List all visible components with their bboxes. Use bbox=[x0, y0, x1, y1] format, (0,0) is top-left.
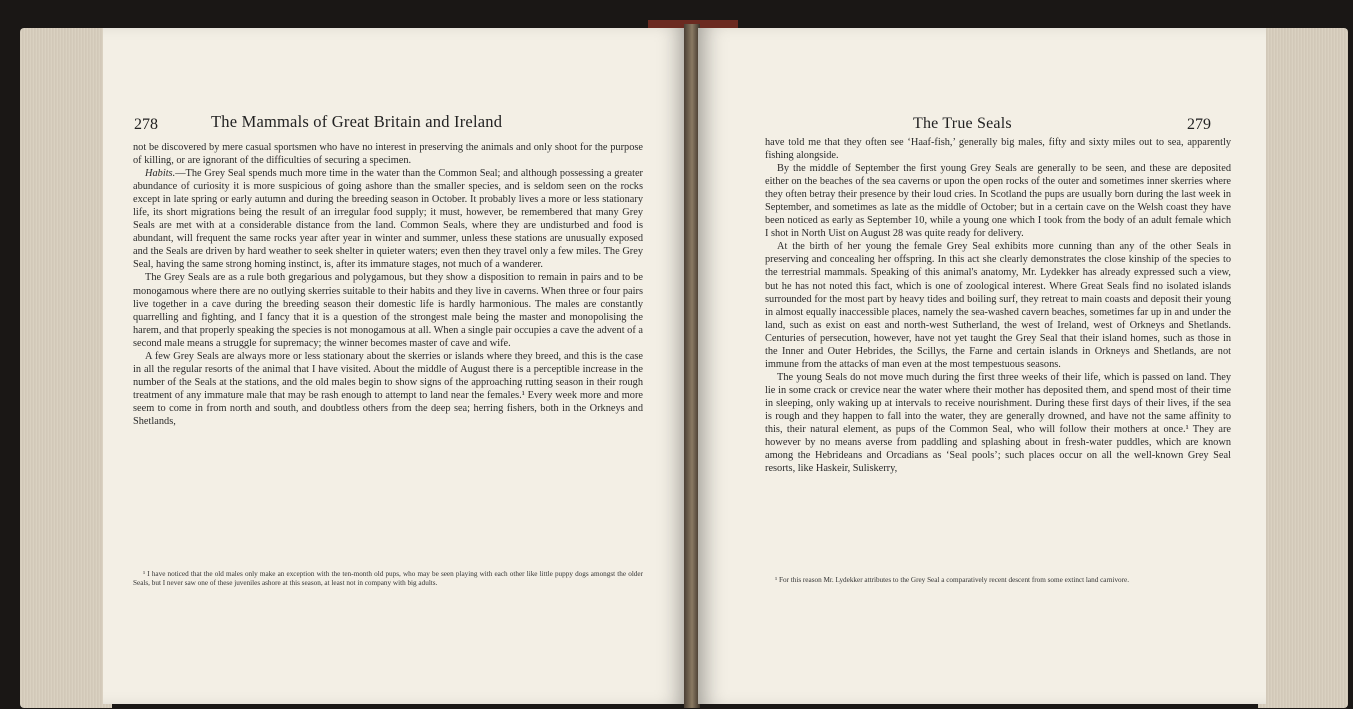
paragraph-text: —The Grey Seal spends much more time in the water than the Common Seal; and although possessing a greater abundance of curiosity it is more suspicious of going ashore than the smaller species, and is seldom seen on the rocks except in late spring or early autumn and during the breeding season in October. It probably lives a more or less stationary life, its short migrations being the result of an irregular food supply; it must, however, be remembered that many Grey Seals are met with at a considerable distance from the land. Common Seals, where they are undisturbed and food is abundant, will frequent the same rocks year after year in winter and summer, unless these stations are unusually exposed and the Seals are driven by hard weather to seek shelter in quieter waters; even then they travel only a few miles. The Grey Seal, having the same strong homing instinct, is, after its immature stages, not much of a wanderer. bbox=[133, 168, 643, 271]
paragraph: By the middle of September the first young Grey Seals are generally to be seen, and these are deposited either on the beaches of the sea caverns or upon the open rocks of the outer and sometimes inner skerries where they often betray their presence by their loud cries. In Scotland the pups are usually born during the last week in September, and sometimes as late as the middle of October; but in a certain cave on the Welsh coast they have been noticed as early as September 10, while a young one which I took from the body of an adult female which I shot in North Uist on August 28 was quite ready for delivery. bbox=[765, 163, 1231, 240]
left-page-body bbox=[133, 141, 643, 428]
right-page-footnote bbox=[765, 576, 1231, 585]
habits-label: Habits. bbox=[145, 168, 176, 180]
footnote: ¹ I have noticed that the old males only make an exception with the ten-month old pups, who may be seen playing with each other like little puppy dogs amongst the older Seals, but I never saw one of these juveniles ashore at this season, at least not in company with big adults. bbox=[133, 570, 643, 588]
paragraph: The young Seals do not move much during the first three weeks of their life, which is passed on land. They lie in some crack or crevice near the water where their mother has deposited them, and spend most of their time in sleeping, only waking up at intervals to receive nourishment. During these first days of their lives, if the sea is rough and they happen to fall into the water, they are generally drowned, and have not the same affinity to this, their natural element, as pups of the Common Seal, who will follow their mothers at once.¹ They are however by no means averse from paddling and splashing about in fresh-water puddles, which are known among the Hebrideans and Orcadians as ‘Seal pools’; such places occur on all the well-known Grey Seal resorts, like Haskeir, Suliskerry, bbox=[765, 371, 1231, 475]
footnote: ¹ For this reason Mr. Lydekker attributes to the Grey Seal a comparatively recent descent from some extinct land carnivore. bbox=[775, 576, 1130, 584]
right-page bbox=[698, 28, 1266, 704]
paragraph: have told me that they often see ‘Haaf-fish,’ generally big males, fifty and sixty miles out to sea, apparently fishing alongside. bbox=[765, 137, 1231, 162]
left-page bbox=[103, 28, 686, 704]
page-number-right: 279 bbox=[1187, 116, 1211, 133]
left-page-footnote bbox=[133, 570, 643, 589]
paragraph: not be discovered by mere casual sportsmen who have no interest in preserving the animals and only shoot for the purpose of killing, or are ignorant of the difficulties of securing a specimen. bbox=[133, 142, 643, 167]
paragraph: The Grey Seals are as a rule both gregarious and polygamous, but they show a disposition to remain in pairs and to be monogamous where there are no outlying skerries suitable to their habits and they live in caverns. When three or four pairs live together in a cave during the breeding season their domestic life is hardly harmonious. The males are constantly quarrelling and fighting, and I fancy that it is a question of the strongest male being the master and monopolising the harem, and that properly speaking the species is not monogamous at all. When a single pair occupies a cave the advent of a second male means a struggle for supremacy; the winner becomes master of cave and wife. bbox=[133, 272, 643, 349]
right-page-body bbox=[765, 136, 1231, 475]
open-book bbox=[8, 10, 1345, 707]
paragraph bbox=[133, 167, 643, 271]
page-number-left: 278 bbox=[134, 116, 158, 133]
page-edges-right bbox=[1258, 28, 1348, 708]
page-edges-left bbox=[20, 28, 112, 708]
running-title-right: The True Seals bbox=[913, 115, 1012, 132]
paragraph: At the birth of her young the female Grey Seal exhibits more cunning than any of the other Seals in preserving and concealing her offspring. In this act she clearly demonstrates the close kinship of the species to the terrestrial mammals. Speaking of this animal's anatomy, Mr. Lydekker has already expressed such a view, but he has not noted this fact, which is one of zoological interest. Where Great Seals find no isolated islands surrounded for the most part by heavy tides and boiling surf, they retreat to main coasts and deposit their young in almost equally inaccessible places, namely the sea-washed cavern beaches, sometimes far up in and under the land, such as exist on east and north-west Sutherland, the west of Ireland, west of Orkneys and Shetlands. Centuries of persecution, however, have not yet taught the Grey Seal that their island homes, such as those in the Inner and Outer Hebrides, the Scillys, the Farne and certain islands in Orkneys and Shetlands, are not immune from the attacks of man even at the most tempestuous seasons. bbox=[765, 241, 1231, 370]
running-title-left: The Mammals of Great Britain and Ireland bbox=[211, 112, 503, 131]
paragraph: A few Grey Seals are always more or less stationary about the skerries or islands where they breed, and this is the case in all the regular resorts of the animal that I have visited. About the middle of August there is a perceptible increase in the number of the Seals at the stations, and the old males begin to show signs of the approaching rutting season in their rough treatment of any immature male that may be rash enough to attempt to land near the females.¹ Every week more and more seem to come in from north and south, and doubtless others from the deep sea; herring fishers, both in the Orkneys and Shetlands, bbox=[133, 350, 643, 427]
